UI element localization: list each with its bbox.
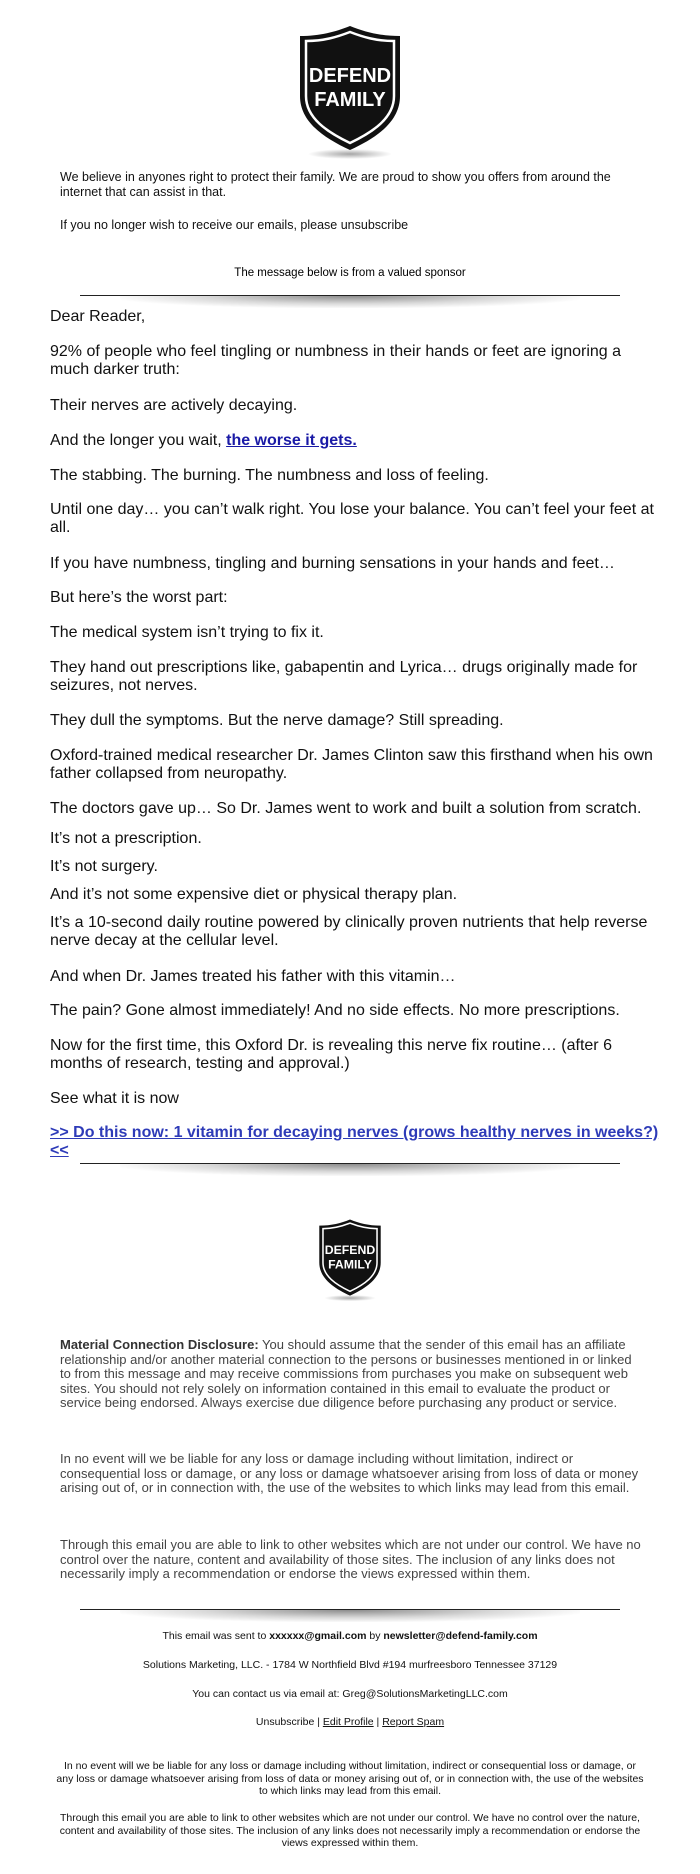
- defend-family-logo-small: [312, 1217, 388, 1303]
- logo-text-line2: FAMILY: [314, 89, 386, 111]
- letter-p8: But here’s the worst part:: [50, 589, 228, 606]
- letter-p21: See what it is now: [50, 1090, 179, 1107]
- letter-p19: The pain? Gone almost immediately! And no side effects. No more prescriptions.: [50, 1002, 620, 1019]
- edit-profile-link[interactable]: Edit Profile: [322, 1716, 374, 1728]
- letter-p15: It’s not surgery.: [50, 858, 158, 875]
- letter-cta-wrap: [50, 1124, 660, 1160]
- small-logo-text-line2: FAMILY: [328, 1257, 372, 1272]
- logo-text-line1: DEFEND: [308, 65, 392, 87]
- cta-link[interactable]: >> Do this now: 1 vitamin for decaying nerves (grows healthy nerves in weeks?)<<: [50, 1124, 659, 1159]
- sent-to-line: [0, 1630, 700, 1642]
- disclosure-material: [60, 1338, 645, 1411]
- disclosure-title: Material Connection Disclosure:: [60, 1337, 259, 1352]
- letter-p17: It’s a 10-second daily routine powered by clinically proven nutrients that help reverse nerve decay at the cellular level.: [50, 914, 648, 949]
- letter-p1: Dear Reader,: [50, 308, 146, 325]
- legal-liability: In no event will we be liable for any loss or damage including without limitation, indirect or consequential loss or damage, or any loss or damage whatsoever arising from loss of data or money arising out of, or in connection with, the use of the websites to which links may lead from this email.: [56, 1760, 644, 1797]
- letter-p14: It’s not a prescription.: [50, 830, 202, 847]
- p4-prefix: And the longer you wait,: [50, 432, 227, 449]
- letter-p6: Until one day… you can’t walk right. You lose your balance. You can’t feel your feet at all.: [50, 501, 654, 536]
- letter-p9: The medical system isn’t trying to fix it.: [50, 624, 324, 641]
- sep-1: |: [314, 1716, 323, 1728]
- letter-p16: And it’s not some expensive diet or physical therapy plan.: [50, 886, 458, 903]
- letter-p4: [50, 432, 660, 450]
- letter-p5: The stabbing. The burning. The numbness and loss of feeling.: [50, 467, 489, 484]
- letter-p10: They hand out prescriptions like, gabapentin and Lyrica… drugs originally made for seizures, not nerves.: [50, 659, 638, 694]
- recipient-email: xxxxxx@gmail.com: [269, 1630, 367, 1642]
- sponsor-note: The message below is from a valued sponsor: [234, 267, 466, 279]
- letter-p20: Now for the first time, this Oxford Dr. is revealing this nerve fix routine… (after 6 months of research, testing and approval.): [50, 1037, 612, 1072]
- disclosure-links: Through this email you are able to link to other websites which are not under our control. We have no control over the nature, content and availability of those sites. The inclusion of any links does not necessarily imply a recommendation or endorse the views expressed within them.: [60, 1537, 641, 1581]
- divider-middle: [80, 1163, 620, 1189]
- intro-belief: We believe in anyones right to protect their family. We are proud to show you offers from around the internet that can assist in that.: [60, 170, 611, 199]
- letter-p18: And when Dr. James treated his father with this vitamin…: [50, 968, 456, 985]
- report-spam-link[interactable]: Report Spam: [382, 1716, 445, 1728]
- disclosure-liability: In no event will we be liable for any loss or damage including without limitation, indirect or consequential loss or damage, or any loss or damage whatsoever arising from loss of data or money arising out of, or in connection with, the use of the websites to which links may lead from this email.: [60, 1451, 639, 1495]
- legal-links: Through this email you are able to link to other websites which are not under our control. We have no control over the nature, content and availability of those sites. The inclusion of any links does not necessarily imply a recommendation or endorse the views expressed within them.: [59, 1812, 641, 1849]
- contact-line: You can contact us via email at: Greg@SolutionsMarketingLLC.com: [192, 1688, 508, 1700]
- sent-prefix: This email was sent to: [162, 1630, 270, 1642]
- letter-p13: The doctors gave up… So Dr. James went to work and built a solution from scratch.: [50, 800, 642, 817]
- intro-unsubscribe-line: [60, 218, 650, 233]
- company-address: Solutions Marketing, LLC. - 1784 W Northfield Blvd #194 murfreesboro Tennessee 37129: [142, 1659, 558, 1671]
- sender-email: newsletter@defend-family.com: [383, 1630, 538, 1642]
- unsubscribe-prefix: If you no longer wish to receive our emails, please: [60, 218, 338, 232]
- letter-p3: Their nerves are actively decaying.: [50, 397, 298, 414]
- small-logo-text-line1: DEFEND: [324, 1242, 376, 1257]
- intro-unsubscribe-link[interactable]: unsubscribe: [340, 218, 409, 232]
- footer-links: [0, 1716, 700, 1728]
- defend-family-logo: [290, 22, 410, 162]
- letter-p7: If you have numbness, tingling and burning sensations in your hands and feet…: [50, 555, 615, 572]
- sent-by: by: [366, 1630, 384, 1642]
- letter-p2: 92% of people who feel tingling or numbness in their hands or feet are ignoring a much darker truth:: [50, 343, 622, 378]
- worse-link[interactable]: the worse it gets.: [226, 432, 357, 449]
- letter-p12: Oxford-trained medical researcher Dr. James Clinton saw this firsthand when his own father collapsed from neuropathy.: [50, 747, 653, 782]
- disclosure-d1: You should assume that the sender of this email has an affiliate relationship and/or another material connection to the persons or businesses mentioned in or linked to from this message and may receive commissions from purchases you make on subsequent web sites. You should not rely solely on information contained in this email to evaluate the product or service being endorsed. Always exercise due diligence before purchasing any product or service.: [60, 1337, 632, 1410]
- letter-p11: They dull the symptoms. But the nerve damage? Still spreading.: [50, 712, 504, 729]
- footer-unsubscribe-link[interactable]: Unsubscribe: [255, 1716, 315, 1728]
- sep-2: |: [373, 1716, 383, 1728]
